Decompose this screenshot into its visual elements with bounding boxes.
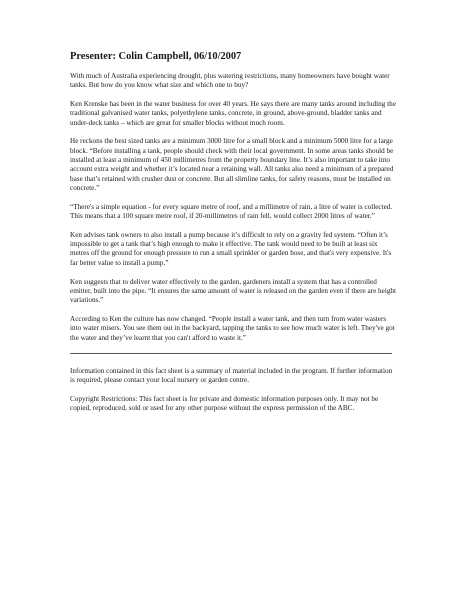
culture-change-paragraph: According to Ken the culture has now changed. “People install a water tank, and then turn from water wasters into water misers. You see them out in the backyard, tapping the tanks to see how much water is left. They've got the water and they’ve learnt that you can't afford to waste it.” bbox=[70, 314, 395, 342]
roof-equation-paragraph: “There's a simple equation - for every square metre of roof, and a millimetre of rain, a litre of water is collected. This means that a 100 square metre roof, if 20-millimetres of rain fell, would collect 2000 litres of water.” bbox=[70, 202, 393, 221]
intro-paragraph: With much of Australia experiencing drought, plus watering restrictions, many homeowners have bought water tanks. But how do you know what size and which one to buy? bbox=[70, 72, 390, 90]
copyright-restrictions: Copyright Restrictions: This fact sheet is for private and domestic information purposes only. It may not be copied, reproduced, sold or used for any other purpose without the express permission of the ABC. bbox=[70, 394, 379, 413]
presenter-heading: Presenter: Colin Campbell, 06/10/2007 bbox=[70, 51, 242, 62]
tank-size-paragraph: He reckons the best sized tanks are a minimum 3000 litre for a small block and a minimum 5000 litre for a large block. “Before installing a tank, people should check with their local government. In some areas tanks should be installed at least a minimum of 450 millimetres from the property boundary line. It’s also important to take into account extra weight and whether it’s located near a retaining wall. All tanks also need a minimum of a prepared base that’s retained with crusher dust or concrete. But all slimline tanks, for safety reasons, must be installed on concrete.” bbox=[70, 137, 394, 192]
emitter-paragraph: Ken suggests that to deliver water effectively to the garden, gardeners install a system that has a controlled emitter, built into the pipe. “It ensures the same amount of water is released on the garden even if there are height variations.” bbox=[70, 277, 397, 305]
pump-advice-paragraph: Ken advises tank owners to also install a pump because it’s difficult to rely on a gravity fed system. “Often it’s impossible to get a tank that’s high enough to make it effective. The tank would need to be built at least six metres off the ground for enough pressure to run a small sprinkler or garden hose, and that's very expensive. It's far better value to install a pump.” bbox=[70, 230, 392, 267]
divider-line bbox=[70, 353, 392, 354]
information-disclaimer: Information contained in this fact sheet is a summary of material included in the program. If further information is required, please contact your local nursery or garden centre. bbox=[70, 366, 393, 385]
fact-sheet-page bbox=[70, 50, 398, 423]
tank-types-paragraph: Ken Krenske has been in the water business for over 40 years. He says there are many tanks around including the traditional galvanised water tanks, polyethylene tanks, concrete, in ground, above-ground, bladder tanks and under-deck tanks – which are great for smaller blocks without much room. bbox=[70, 100, 396, 127]
